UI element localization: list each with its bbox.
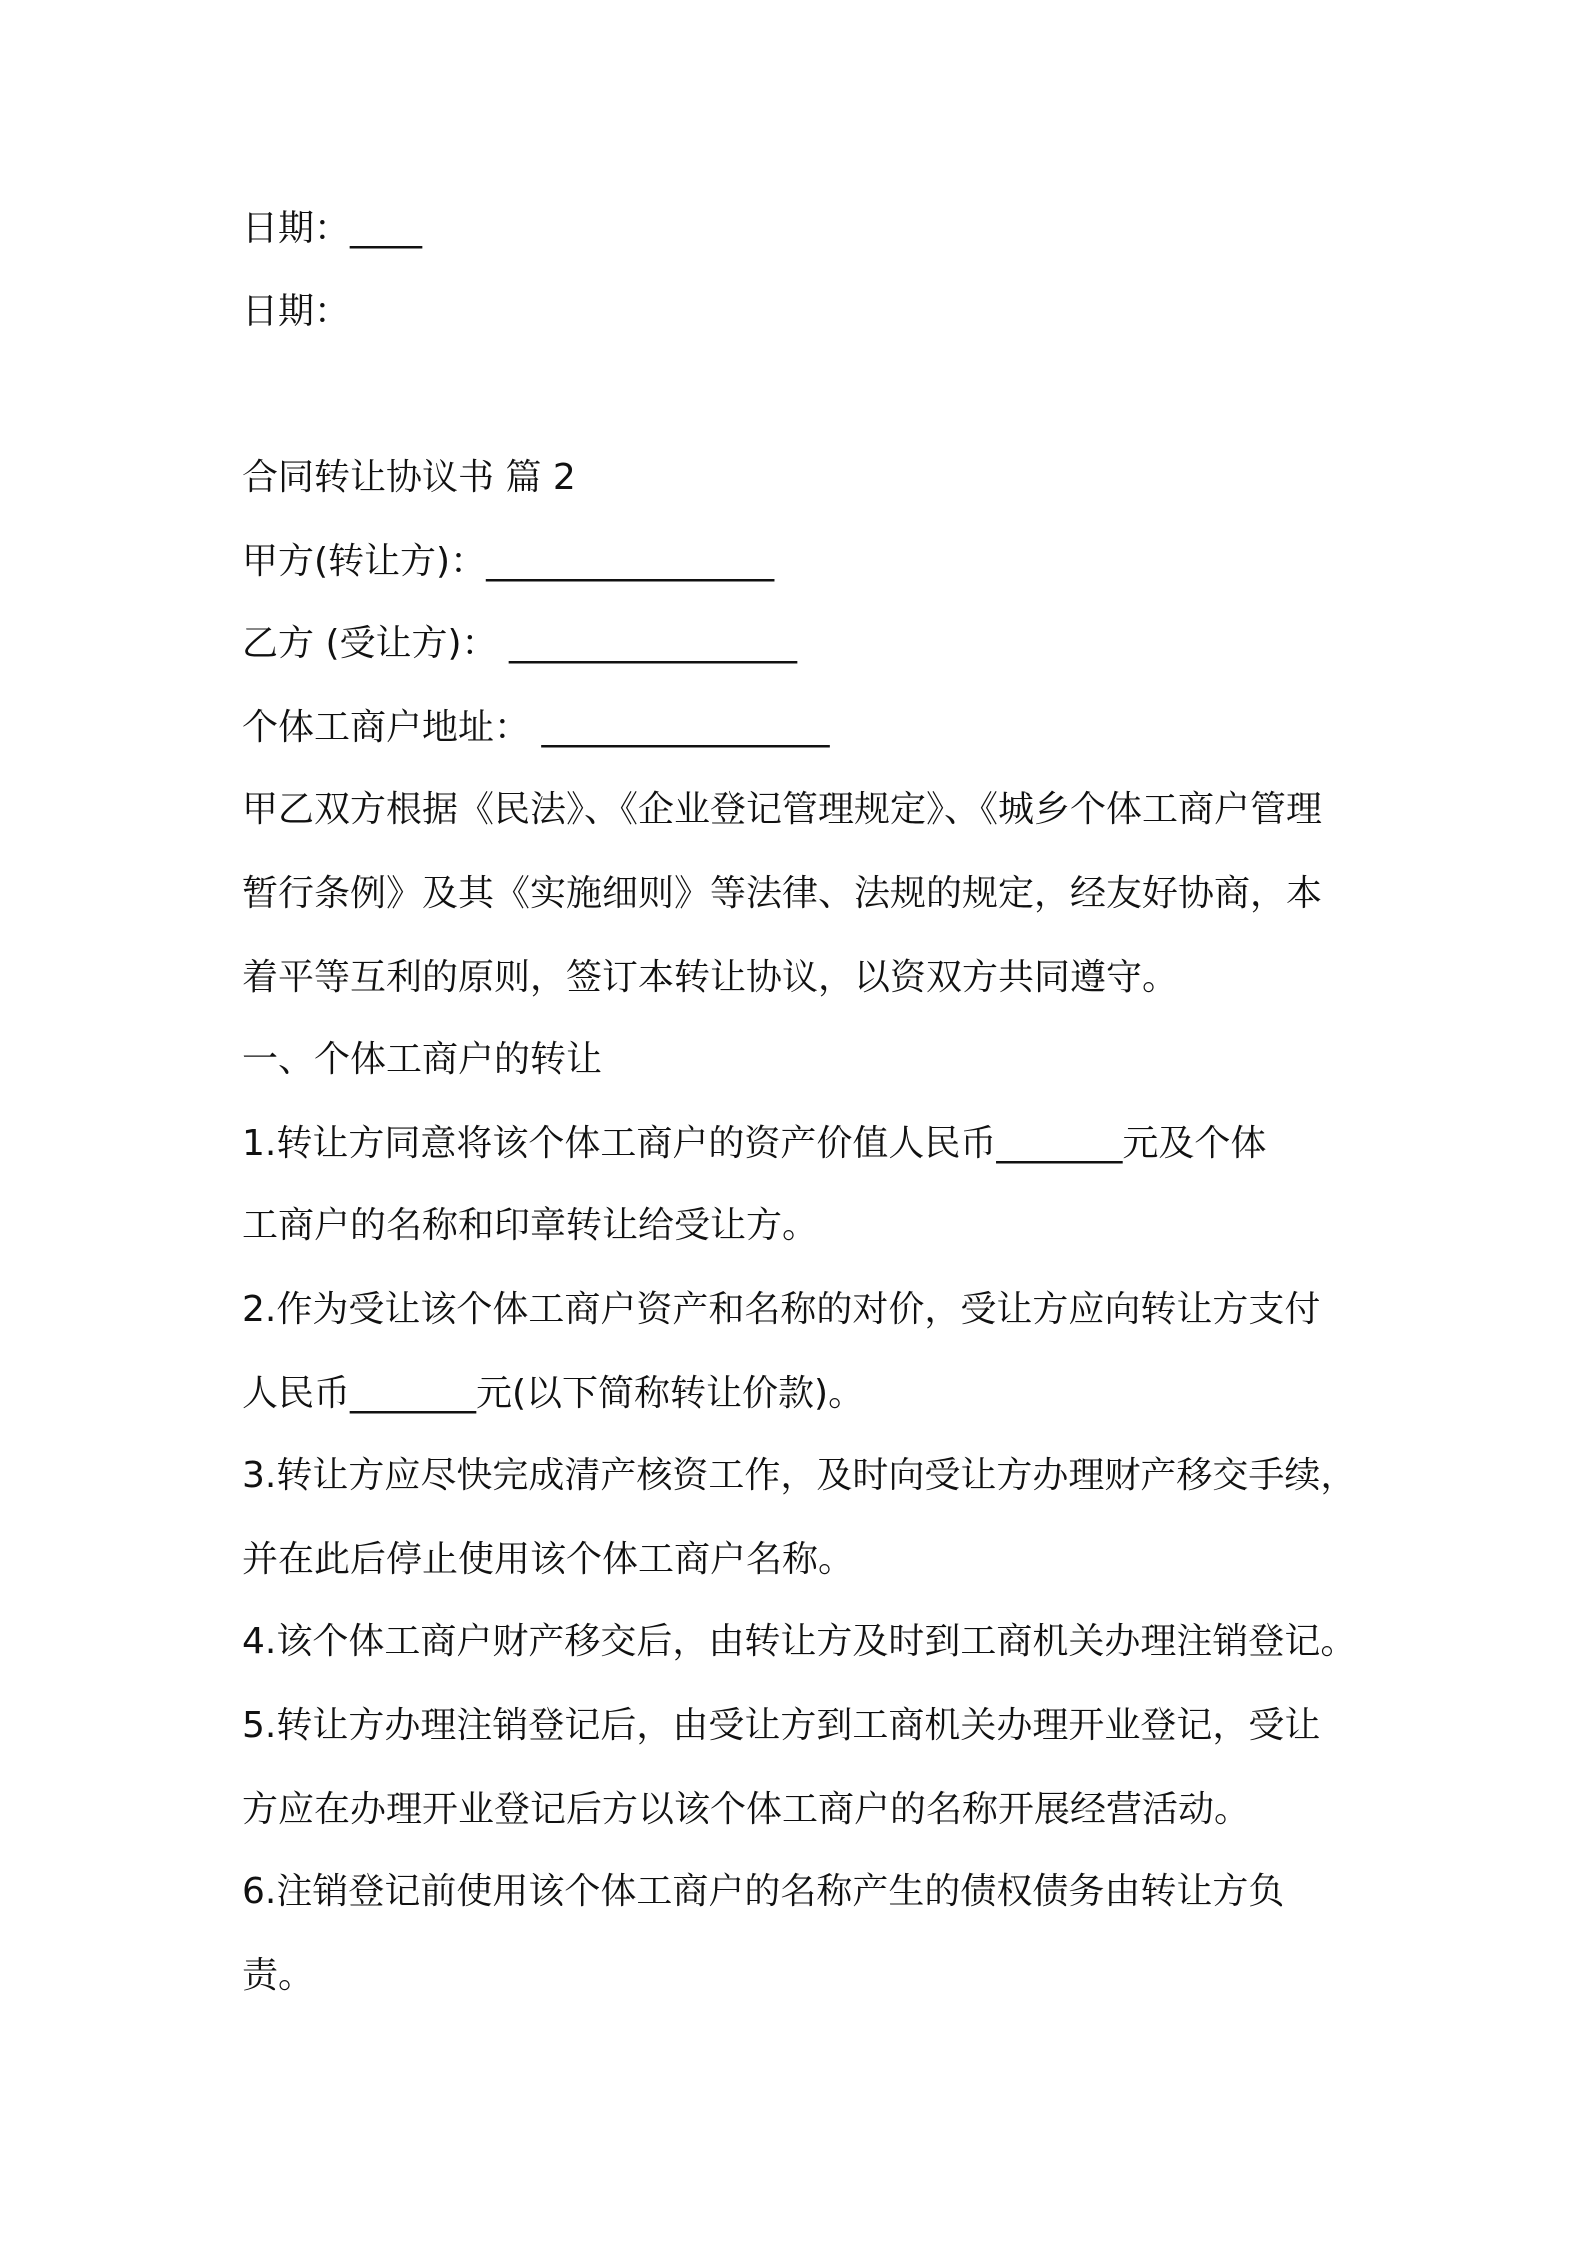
date-line: 日期：____	[242, 208, 423, 249]
clause-line: 方应在办理开业登记后方以该个体工商户的名称开展经营活动。	[242, 1789, 1251, 1830]
paragraph-line: 暂行条例》及其《实施细则》等法律、法规的规定，经友好协商，本	[242, 873, 1323, 914]
clause-line: 责。	[242, 1955, 315, 1996]
clause-line: 4.该个体工商户财产移交后，由转让方及时到工商机关办理注销登记。	[242, 1621, 1357, 1662]
clause-line: 并在此后停止使用该个体工商户名称。	[242, 1539, 855, 1580]
party-a-line: 甲方(转让方)：________________	[242, 541, 775, 582]
clause-line: 2.作为受让该个体工商户资产和名称的对价，受让方应向转让方支付	[242, 1289, 1321, 1330]
clause-line: 人民币_______元(以下简称转让价款)。	[242, 1373, 865, 1414]
clause-line: 6.注销登记前使用该个体工商户的名称产生的债权债务由转让方负	[242, 1871, 1285, 1912]
section-title: 合同转让协议书 篇 2	[242, 457, 576, 498]
paragraph-line: 着平等互利的原则，签订本转让协议，以资双方共同遵守。	[242, 957, 1179, 998]
party-b-line: 乙方 (受让方)： ________________	[242, 623, 797, 664]
clause-line: 工商户的名称和印章转让给受让方。	[242, 1205, 819, 1246]
clause-line: 3.转让方应尽快完成清产核资工作，及时向受让方办理财产移交手续，	[242, 1455, 1357, 1496]
paragraph-line: 甲乙双方根据《民法》、《企业登记管理规定》、《城乡个体工商户管理	[242, 789, 1323, 830]
address-line: 个体工商户地址： ________________	[242, 707, 830, 748]
date-line: 日期：	[242, 291, 351, 332]
section-heading: 一、个体工商户的转让	[242, 1039, 603, 1080]
clause-line: 1.转让方同意将该个体工商户的资产价值人民币_______元及个体	[242, 1123, 1267, 1164]
clause-line: 5.转让方办理注销登记后，由受让方到工商机关办理开业登记，受让	[242, 1705, 1321, 1746]
